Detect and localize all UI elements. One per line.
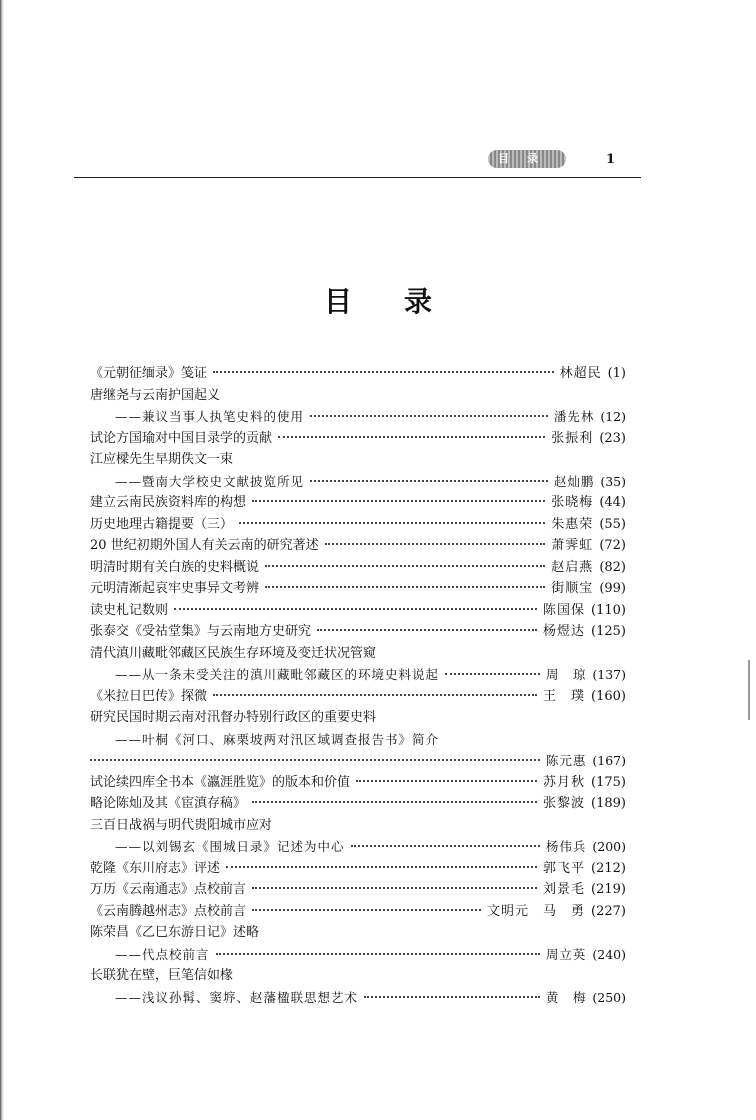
dot-leader: [226, 866, 537, 868]
entry-title: 长联犹在壁，巨笔信如椽: [90, 968, 234, 983]
toc-entry-row[interactable]: [90, 557, 626, 579]
dot-leader: [265, 586, 545, 588]
toc-entry-row[interactable]: [90, 600, 626, 622]
entry-author: 潘先林: [553, 409, 595, 424]
dot-leader: [310, 480, 548, 482]
entry-author: 刘景毛: [543, 882, 586, 897]
entry-author: 朱惠荣: [551, 516, 594, 532]
entry-title: 读史札记数则: [90, 602, 169, 618]
entry-author: 周立英: [545, 946, 587, 962]
entry-author: 张黎波: [543, 796, 586, 811]
dot-leader: [317, 629, 537, 631]
entry-page-number: (82): [599, 559, 626, 575]
entry-title: ——兼议当事人执笔史料的使用: [115, 409, 305, 424]
toc-entry-row[interactable]: [90, 922, 626, 944]
entry-page-number: (35): [600, 473, 626, 489]
entry-author: 黄 梅: [545, 989, 587, 1005]
toc-subtitle-row[interactable]: [90, 944, 626, 966]
entry-page-number: (240): [592, 946, 626, 962]
toc-entry-row[interactable]: [90, 385, 626, 407]
dot-leader: [252, 887, 537, 889]
toc-entry-row[interactable]: [90, 815, 626, 837]
entry-title: 略论陈灿及其《宦滇存稿》: [90, 796, 247, 811]
entry-page-number: (175): [591, 774, 626, 790]
entry-page-number: (137): [592, 667, 626, 682]
entry-page-number: (219): [591, 882, 626, 897]
dot-leader: [239, 522, 545, 524]
toc-entry-row[interactable]: [90, 772, 626, 794]
toc-subtitle-row[interactable]: [90, 664, 626, 686]
entry-title: 《元朝征缅录》笺证: [90, 366, 208, 381]
toc-entry-row[interactable]: [90, 686, 626, 708]
toc-entry-row[interactable]: [90, 428, 626, 450]
toc-entry-row[interactable]: [90, 858, 626, 880]
entry-page-number: (44): [599, 495, 626, 510]
page-edge-shadow: [0, 0, 4, 1120]
entry-title: 三百日战祸与明代贵阳城市应对: [90, 817, 273, 833]
entry-page-number: (12): [600, 409, 626, 424]
entry-page-number: (212): [591, 860, 626, 876]
toc-entry-row[interactable]: [90, 621, 626, 643]
entry-title: ——暨南大学校史文献披览所见: [115, 473, 305, 489]
toc-entry-row[interactable]: [90, 514, 626, 536]
entry-author: 陈元惠: [545, 753, 587, 768]
dot-leader: [265, 565, 545, 567]
entry-page-number: (55): [599, 516, 626, 532]
entry-title: 研究民国时期云南对汛督办特别行政区的重要史料: [90, 710, 377, 725]
entry-title: ——从一条未受关注的滇川藏毗邻藏区的环境史料说起: [115, 667, 440, 682]
entry-author: 街顺宝: [551, 581, 594, 596]
toc-entry-row[interactable]: [90, 707, 626, 729]
dot-leader: [174, 608, 537, 610]
entry-title: 元明清渐起哀牢史事异文考辨: [90, 581, 260, 596]
dot-leader: [445, 673, 540, 675]
dot-leader: [356, 780, 537, 782]
entry-author: 郭飞平: [543, 860, 586, 876]
scan-mark: [748, 660, 750, 720]
entry-title: 历史地理古籍提要（三）: [90, 516, 234, 532]
entry-title: 20 世纪初期外国人有关云南的研究著述: [90, 538, 319, 553]
entry-title: 陈荣昌《乙巳东游日记》述略: [90, 925, 260, 940]
dot-leader: [213, 694, 537, 696]
toc-subtitle-row[interactable]: [90, 406, 626, 428]
entry-author: 萧霁虹: [551, 538, 594, 553]
entry-author: 张振利: [551, 430, 594, 446]
entry-title: 试论续四库全书本《瀛涯胜览》的版本和价值: [90, 774, 351, 790]
toc-entry-row[interactable]: [90, 879, 626, 901]
dot-leader: [278, 436, 545, 438]
entry-author: 文明元 马 勇: [487, 903, 586, 919]
entry-title: ——叶桐《河口、麻栗坡两对汛区域调查报告书》简介: [115, 731, 440, 747]
dot-leader: [325, 543, 546, 545]
toc-subtitle-row[interactable]: [90, 729, 626, 751]
entry-title: 张泰交《受祜堂集》与云南地方史研究: [90, 624, 312, 639]
dot-leader: [213, 371, 554, 373]
toc-entry-row[interactable]: [90, 965, 626, 987]
entry-title: 建立云南民族资料库的构想: [90, 495, 247, 510]
toc-subtitle-row[interactable]: [90, 471, 626, 493]
toc-subtitle-row[interactable]: [90, 750, 626, 772]
entry-title: 唐继尧与云南护国起义: [90, 387, 221, 403]
entry-page-number: (72): [599, 538, 626, 553]
entry-author: 王 璞: [543, 688, 586, 704]
toc-entry-row[interactable]: [90, 578, 626, 600]
entry-author: 杨煜达: [543, 624, 586, 639]
dot-leader: [252, 500, 545, 502]
page-number: 1: [606, 152, 616, 167]
entry-page-number: (125): [591, 624, 626, 639]
entry-page-number: (110): [591, 602, 626, 618]
entry-page-number: (167): [592, 753, 626, 768]
dot-leader: [310, 415, 548, 417]
entry-page-number: (189): [591, 796, 626, 811]
section-label-badge: 目录: [488, 150, 566, 168]
entry-title: 《云南腾越州志》点校前言: [90, 903, 247, 919]
entry-title: 试论方国瑜对中国目录学的贡献: [90, 430, 273, 446]
dot-leader: [351, 845, 540, 847]
entry-title: 乾隆《东川府志》评述: [90, 860, 221, 876]
entry-author: 苏月秋: [543, 774, 586, 790]
table-of-contents: [90, 363, 626, 1008]
running-header: [488, 150, 568, 170]
entry-page-number: (227): [591, 903, 626, 919]
entry-author: 陈国保: [543, 602, 586, 618]
header-rule: [74, 177, 641, 178]
entry-page-number: (99): [599, 581, 626, 596]
entry-author: 林超民: [559, 366, 602, 381]
entry-page-number: (160): [591, 688, 626, 704]
entry-author: 赵启燕: [551, 559, 594, 575]
toc-entry-row[interactable]: [90, 449, 626, 471]
toc-subtitle-row[interactable]: [90, 836, 626, 858]
dot-leader: [364, 996, 540, 998]
entry-title: ——以刘锡玄《围城日录》记述为中心: [115, 839, 345, 854]
entry-title: 明清时期有关白族的史料概说: [90, 559, 260, 575]
entry-title: 《米拉日巴传》探微: [90, 688, 208, 704]
entry-page-number: (1): [607, 366, 626, 381]
entry-author: 杨伟兵: [545, 839, 587, 854]
entry-page-number: (250): [592, 989, 626, 1005]
toc-entry-row[interactable]: [90, 535, 626, 557]
entry-title: 清代滇川藏毗邻藏区民族生存环境及变迁状况管窥: [90, 645, 377, 661]
toc-entry-row[interactable]: [90, 492, 626, 514]
entry-title: 江应樑先生早期佚文一束: [90, 452, 234, 467]
entry-author: 赵灿鹏: [553, 473, 595, 489]
entry-title: ——代点校前言: [115, 946, 210, 962]
dot-leader: [252, 801, 537, 803]
toc-entry-row[interactable]: [90, 901, 626, 923]
entry-page-number: (23): [599, 430, 626, 446]
dot-leader: [90, 759, 540, 761]
entry-author: 周 琼: [545, 667, 587, 682]
toc-entry-row[interactable]: [90, 363, 626, 385]
entry-title: ——浅议孙髯、窦垿、赵藩楹联思想艺术: [115, 989, 359, 1005]
entry-title: 万历《云南通志》点校前言: [90, 882, 247, 897]
toc-subtitle-row[interactable]: [90, 987, 626, 1009]
dot-leader: [252, 909, 481, 911]
page-title: 目录: [323, 285, 484, 318]
dot-leader: [216, 953, 540, 955]
toc-entry-row[interactable]: [90, 793, 626, 815]
entry-page-number: (200): [592, 839, 626, 854]
toc-entry-row[interactable]: [90, 643, 626, 665]
entry-author: 张晓梅: [551, 495, 594, 510]
